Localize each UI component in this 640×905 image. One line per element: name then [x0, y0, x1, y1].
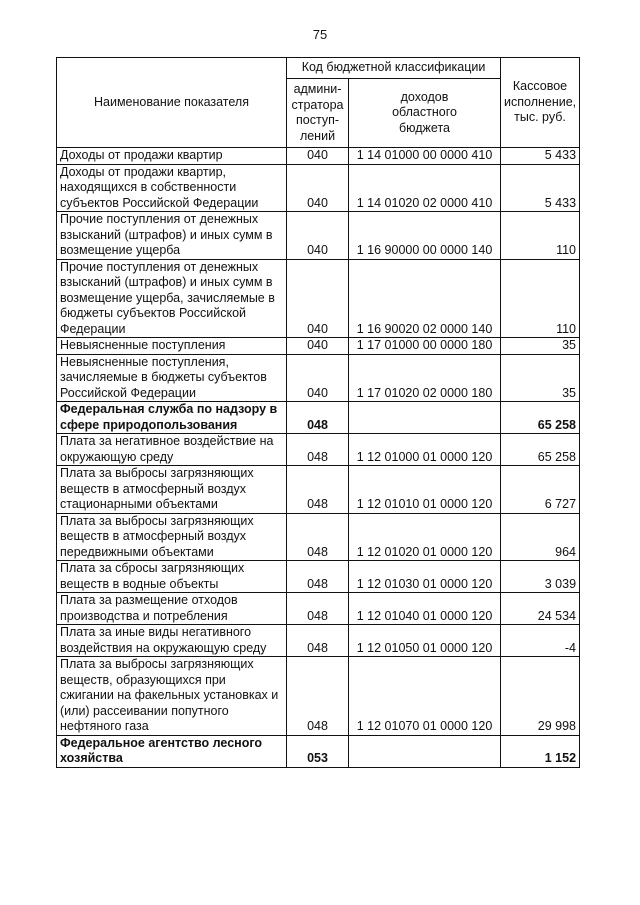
- row-income-code: 1 14 01000 00 0000 410: [349, 148, 501, 165]
- row-income-code: 1 17 01000 00 0000 180: [349, 338, 501, 355]
- row-admin-code: 048: [287, 513, 349, 561]
- row-amount: 1 152: [501, 735, 580, 767]
- row-amount: 6 727: [501, 466, 580, 514]
- table-row: [57, 148, 580, 165]
- row-income-code: [349, 735, 501, 767]
- table-row: [57, 625, 580, 657]
- row-name: Плата за иные виды негативного воздействия на окружающую среду: [57, 625, 287, 657]
- row-amount: 65 258: [501, 434, 580, 466]
- row-income-code: 1 12 01020 01 0000 120: [349, 513, 501, 561]
- row-admin-code: 048: [287, 593, 349, 625]
- header-administrator: админи- стратора поступ- лений: [287, 79, 349, 148]
- row-name: Плата за выбросы загрязняющих веществ в атмосферный воздух стационарными объектами: [57, 466, 287, 514]
- row-amount: 5 433: [501, 164, 580, 212]
- table-row: [57, 212, 580, 260]
- row-income-code: 1 14 01020 02 0000 410: [349, 164, 501, 212]
- header-indicator-name: Наименование показателя: [57, 58, 287, 148]
- row-amount: 35: [501, 338, 580, 355]
- row-income-code: 1 16 90000 00 0000 140: [349, 212, 501, 260]
- row-amount: 24 534: [501, 593, 580, 625]
- header-cash-execution: Кассовое исполнение, тыс. руб.: [501, 58, 580, 148]
- table-row: [57, 354, 580, 402]
- row-admin-code: 048: [287, 657, 349, 736]
- row-admin-code: 040: [287, 164, 349, 212]
- table-row: [57, 402, 580, 434]
- row-amount: -4: [501, 625, 580, 657]
- row-name: Доходы от продажи квартир, находящихся в собственности субъектов Российской Федерации: [57, 164, 287, 212]
- header-regional-income: доходов областного бюджета: [349, 79, 501, 148]
- row-admin-code: 053: [287, 735, 349, 767]
- table-row: [57, 561, 580, 593]
- row-admin-code: 040: [287, 212, 349, 260]
- table-row: [57, 513, 580, 561]
- row-amount: 110: [501, 212, 580, 260]
- row-name: Плата за негативное воздействие на окружающую среду: [57, 434, 287, 466]
- row-amount: 35: [501, 354, 580, 402]
- table-body: [57, 148, 580, 768]
- row-admin-code: 048: [287, 625, 349, 657]
- row-income-code: 1 12 01050 01 0000 120: [349, 625, 501, 657]
- row-amount: 65 258: [501, 402, 580, 434]
- row-income-code: 1 12 01010 01 0000 120: [349, 466, 501, 514]
- row-name: Плата за выбросы загрязняющих веществ, образующихся при сжигании на факельных установках и (или) рассеивании попутного нефтяного газа: [57, 657, 287, 736]
- table-row: [57, 466, 580, 514]
- page-number: 75: [312, 27, 328, 42]
- row-admin-code: 048: [287, 466, 349, 514]
- row-income-code: [349, 402, 501, 434]
- row-admin-code: 040: [287, 354, 349, 402]
- row-amount: 5 433: [501, 148, 580, 165]
- table-row: [57, 593, 580, 625]
- row-name: Прочие поступления от денежных взысканий (штрафов) и иных сумм в возмещение ущерба: [57, 212, 287, 260]
- row-amount: 29 998: [501, 657, 580, 736]
- row-income-code: 1 17 01020 02 0000 180: [349, 354, 501, 402]
- row-admin-code: 040: [287, 259, 349, 338]
- table-row: [57, 657, 580, 736]
- table-row: [57, 434, 580, 466]
- row-name: Доходы от продажи квартир: [57, 148, 287, 165]
- row-name: Плата за сбросы загрязняющих веществ в водные объекты: [57, 561, 287, 593]
- row-income-code: 1 12 01000 01 0000 120: [349, 434, 501, 466]
- row-income-code: 1 12 01070 01 0000 120: [349, 657, 501, 736]
- table-row: [57, 338, 580, 355]
- row-name: Федеральное агентство лесного хозяйства: [57, 735, 287, 767]
- revenue-table: [56, 57, 580, 768]
- row-admin-code: 048: [287, 434, 349, 466]
- row-income-code: 1 12 01040 01 0000 120: [349, 593, 501, 625]
- row-admin-code: 040: [287, 148, 349, 165]
- row-admin-code: 048: [287, 561, 349, 593]
- row-name: Плата за размещение отходов производства и потребления: [57, 593, 287, 625]
- row-name: Плата за выбросы загрязняющих веществ в атмосферный воздух передвижными объектами: [57, 513, 287, 561]
- row-name: Невыясненные поступления, зачисляемые в бюджеты субъектов Российской Федерации: [57, 354, 287, 402]
- row-income-code: 1 16 90020 02 0000 140: [349, 259, 501, 338]
- row-amount: 3 039: [501, 561, 580, 593]
- row-income-code: 1 12 01030 01 0000 120: [349, 561, 501, 593]
- row-name: Невыясненные поступления: [57, 338, 287, 355]
- row-admin-code: 040: [287, 338, 349, 355]
- row-name: Прочие поступления от денежных взысканий (штрафов) и иных сумм в возмещение ущерба, зачисляемые в бюджеты субъектов Российской Федерации: [57, 259, 287, 338]
- table-row: [57, 164, 580, 212]
- row-amount: 964: [501, 513, 580, 561]
- table-row: [57, 259, 580, 338]
- header-budget-classification: Код бюджетной классификации: [287, 58, 501, 79]
- table-row: [57, 735, 580, 767]
- row-admin-code: 048: [287, 402, 349, 434]
- row-amount: 110: [501, 259, 580, 338]
- row-name: Федеральная служба по надзору в сфере природопользования: [57, 402, 287, 434]
